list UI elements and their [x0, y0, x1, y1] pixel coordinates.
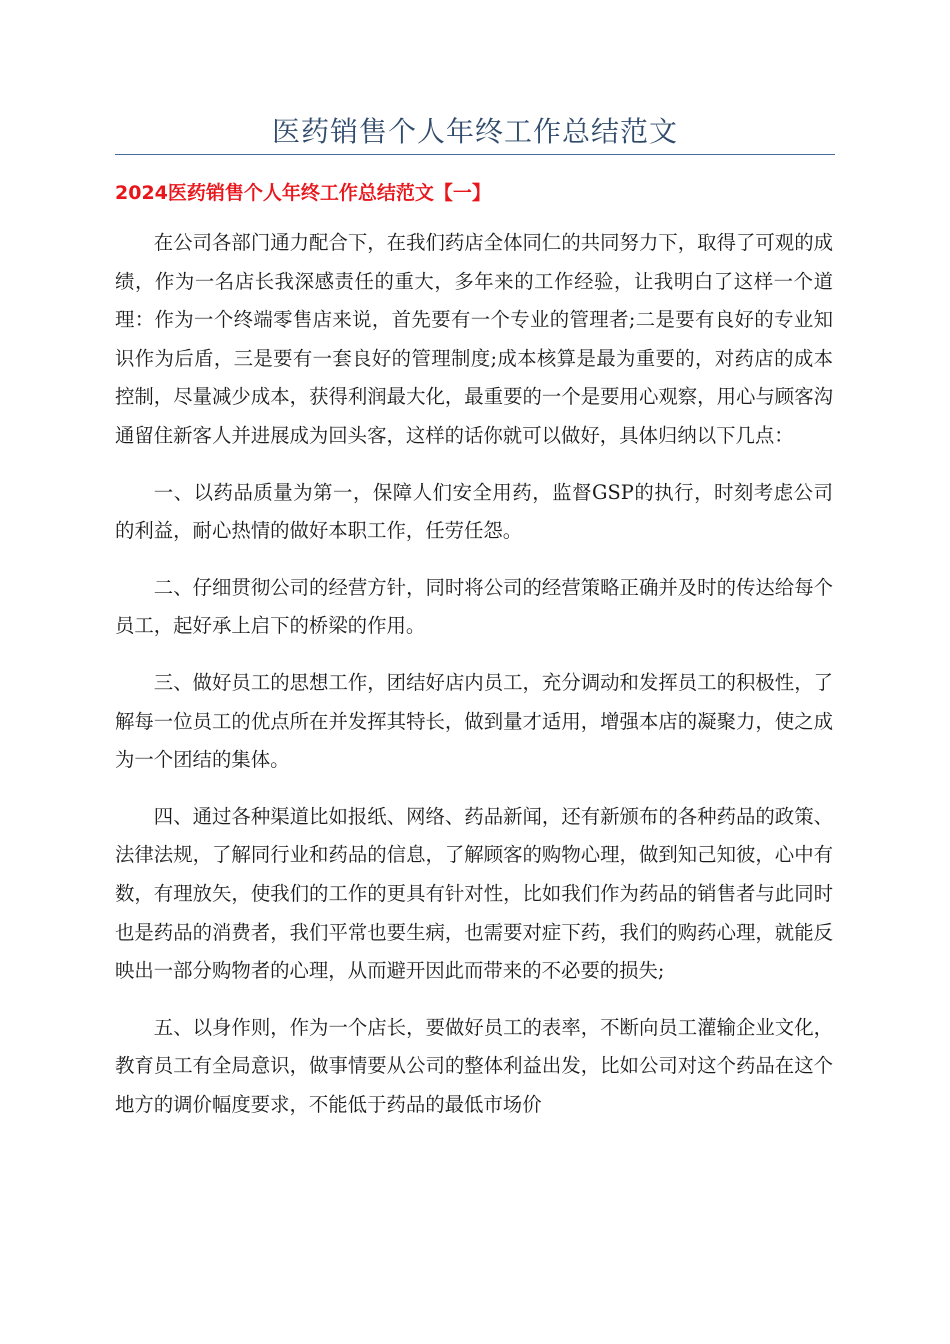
- paragraph-point-5: 五、以身作则，作为一个店长，要做好员工的表率，不断向员工灌输企业文化，教育员工有全局意识，做事情要从公司的整体利益出发，比如公司对这个药品在这个地方的调价幅度要求，不能低于药品的最低市场价: [115, 1015, 833, 1116]
- title-underline: [115, 154, 835, 155]
- document-title: 医药销售个人年终工作总结范文: [271, 115, 678, 148]
- paragraph-point-3: 三、做好员工的思想工作，团结好店内员工，充分调动和发挥员工的积极性，了解每一位员工的优点所在并发挥其特长，做到量才适用，增强本店的凝聚力，使之成为一个团结的集体。: [115, 670, 833, 772]
- paragraph-point-2: 二、仔细贯彻公司的经营方针，同时将公司的经营策略正确并及时的传达给每个员工，起好承上启下的桥梁的作用。: [115, 575, 833, 638]
- paragraph-point-1: 一、以药品质量为第一，保障人们安全用药，监督GSP的执行，时刻考虑公司的利益，耐心热情的做好本职工作，任劳任怨。: [115, 480, 833, 543]
- section-heading: 2024医药销售个人年终工作总结范文【一】: [115, 182, 491, 204]
- paragraph-point-4: 四、通过各种渠道比如报纸、网络、药品新闻，还有新颁布的各种药品的政策、法律法规，了解同行业和药品的信息，了解顾客的购物心理，做到知己知彼，心中有数，有理放矢，使我们的工作的更具有针对性，比如我们作为药品的销售者与此同时也是药品的消费者，我们平常也要生病，也需要对症下药，我们的购药心理，就能反映出一部分购物者的心理，从而避开因此而带来的不必要的损失;: [115, 804, 833, 983]
- document-body: [115, 224, 833, 1142]
- paragraph-intro: 在公司各部门通力配合下，在我们药店全体同仁的共同努力下，取得了可观的成绩，作为一名店长我深感责任的重大，多年来的工作经验，让我明白了这样一个道理：作为一个终端零售店来说，首先要有一个专业的管理者;二是要有良好的专业知识作为后盾，三是要有一套良好的管理制度;成本核算是最为重要的，对药店的成本控制，尽量减少成本，获得利润最大化，最重要的一个是要用心观察，用心与顾客沟通留住新客人并进展成为回头客，这样的话你就可以做好，具体归纳以下几点：: [115, 231, 833, 447]
